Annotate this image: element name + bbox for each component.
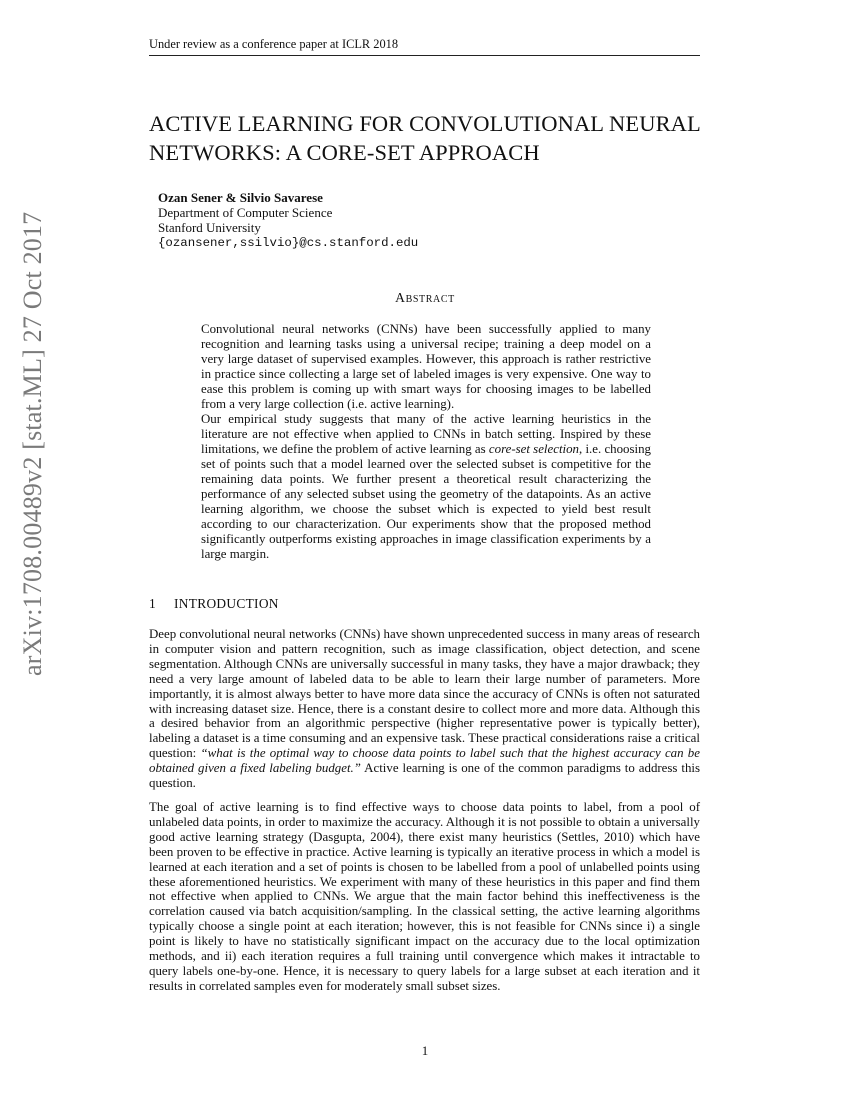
page-number: 1 <box>421 1044 429 1058</box>
abstract-p2-part-b: , i.e. choosing set of points such that a model learned over the selected subset is competitive for the remaining data points. We further present a theoretical result characterizing the performance of any selected subset using the geometry of the datapoints. As an active learning algorithm, we choose the subset which is expected to yield best result according to our characterization. Our experiments show that the proposed method significantly outperforms existing approaches in image classification experiments by a large margin. <box>201 442 651 561</box>
author-email[interactable]: {ozansener,ssilvio}@cs.stanford.edu <box>158 235 419 250</box>
abstract-p2-emphasis: core-set selection <box>488 442 579 457</box>
intro-paragraph-1 <box>149 627 700 791</box>
section-number: 1 <box>149 596 156 611</box>
title-line-2: NETWORKS: A CORE-SET APPROACH <box>149 140 540 165</box>
author-department: Department of Computer Science <box>158 205 333 221</box>
arxiv-stamp[interactable]: arXiv:1708.00489v2 [stat.ML] 27 Oct 2017 <box>18 211 47 676</box>
section-title: INTRODUCTION <box>174 596 279 611</box>
abstract-paragraph-2 <box>201 412 651 561</box>
abstract-body <box>201 322 651 562</box>
abstract-heading <box>0 290 850 306</box>
intro-p1-part-b: Active learning is one of the common paradigms to address this question. <box>149 761 700 791</box>
running-header: Under review as a conference paper at ICLR 2018 <box>149 37 700 56</box>
author-block <box>158 190 418 251</box>
abstract-heading-text: Abstract <box>395 290 455 305</box>
abstract-p2-part-a: Our empirical study suggests that many of the active learning heuristics in the literature are not effective when applied to CNNs in batch setting. Inspired by these limitations, we define the problem of active learning as <box>201 412 651 457</box>
paper-title <box>149 109 709 167</box>
section-heading-introduction <box>149 596 279 612</box>
intro-p1-part-a: Deep convolutional neural networks (CNNs) have shown unprecedented success in many areas of research in computer vision and pattern recognition, such as image classification, object detection, and scene segmentation. Although CNNs are universally successful in many tasks, they have a major drawback; they need a very large amount of labeled data to be able to learn their large number of parameters. More importantly, it is almost always better to have more data since the accuracy of CNNs is often not saturated with increasing dataset size. Hence, there is a constant desire to collect more and more data. Although this a desired behavior from an algorithmic perspective (higher representative power is typically better), labeling a dataset is a time consuming and an expensive task. These practical considerations raise a critical question: <box>149 627 700 761</box>
intro-paragraph-2: The goal of active learning is to find effective ways to choose data points to label, from a pool of unlabeled data points, in order to maximize the accuracy. Although it is not possible to obtain a universally good active learning strategy (Dasgupta, 2004), there exist many heuristics (Settles, 2010) which have been proven to be effective in practice. Active learning is typically an iterative process in which a model is learned at each iteration and a set of points is chosen to be labelled from a pool of unlabelled points using these aforementioned heuristics. We experiment with many of these heuristics in this paper and find them not effective when applied to CNNs. We argue that the main factor behind this ineffectiveness is the correlation caused via batch acquisition/sampling. In the classical setting, the active learning algorithms typically choose a single point at each iteration; however, this is not feasible for CNNs since i) a single point is likely to have no statistically significant impact on the accuracy due to the local optimization methods, and ii) each iteration requires a full training until convergence which makes it intractable to query labels one-by-one. Hence, it is necessary to query labels for a large subset at each iteration and it results in correlated samples even for moderately small subset sizes. <box>149 799 700 993</box>
abstract-paragraph-1: Convolutional neural networks (CNNs) have been successfully applied to many recognition and learning tasks using a universal recipe; training a deep model on a very large dataset of supervised examples. However, this approach is rather restrictive in practice since collecting a large set of labeled images is very expensive. One way to ease this problem is coming up with smart ways for choosing images to be labelled from a very large collection (i.e. active learning). <box>201 322 651 411</box>
intro-p1-emphasis: “what is the optimal way to choose data points to label such that the highest accuracy can be obtained given a fixed labeling budget.” <box>149 746 700 776</box>
author-names: Ozan Sener & Silvio Savarese <box>158 190 323 205</box>
author-university: Stanford University <box>158 220 261 236</box>
title-line-1: ACTIVE LEARNING FOR CONVOLUTIONAL NEURAL <box>149 111 701 136</box>
introduction-body <box>149 627 700 1003</box>
